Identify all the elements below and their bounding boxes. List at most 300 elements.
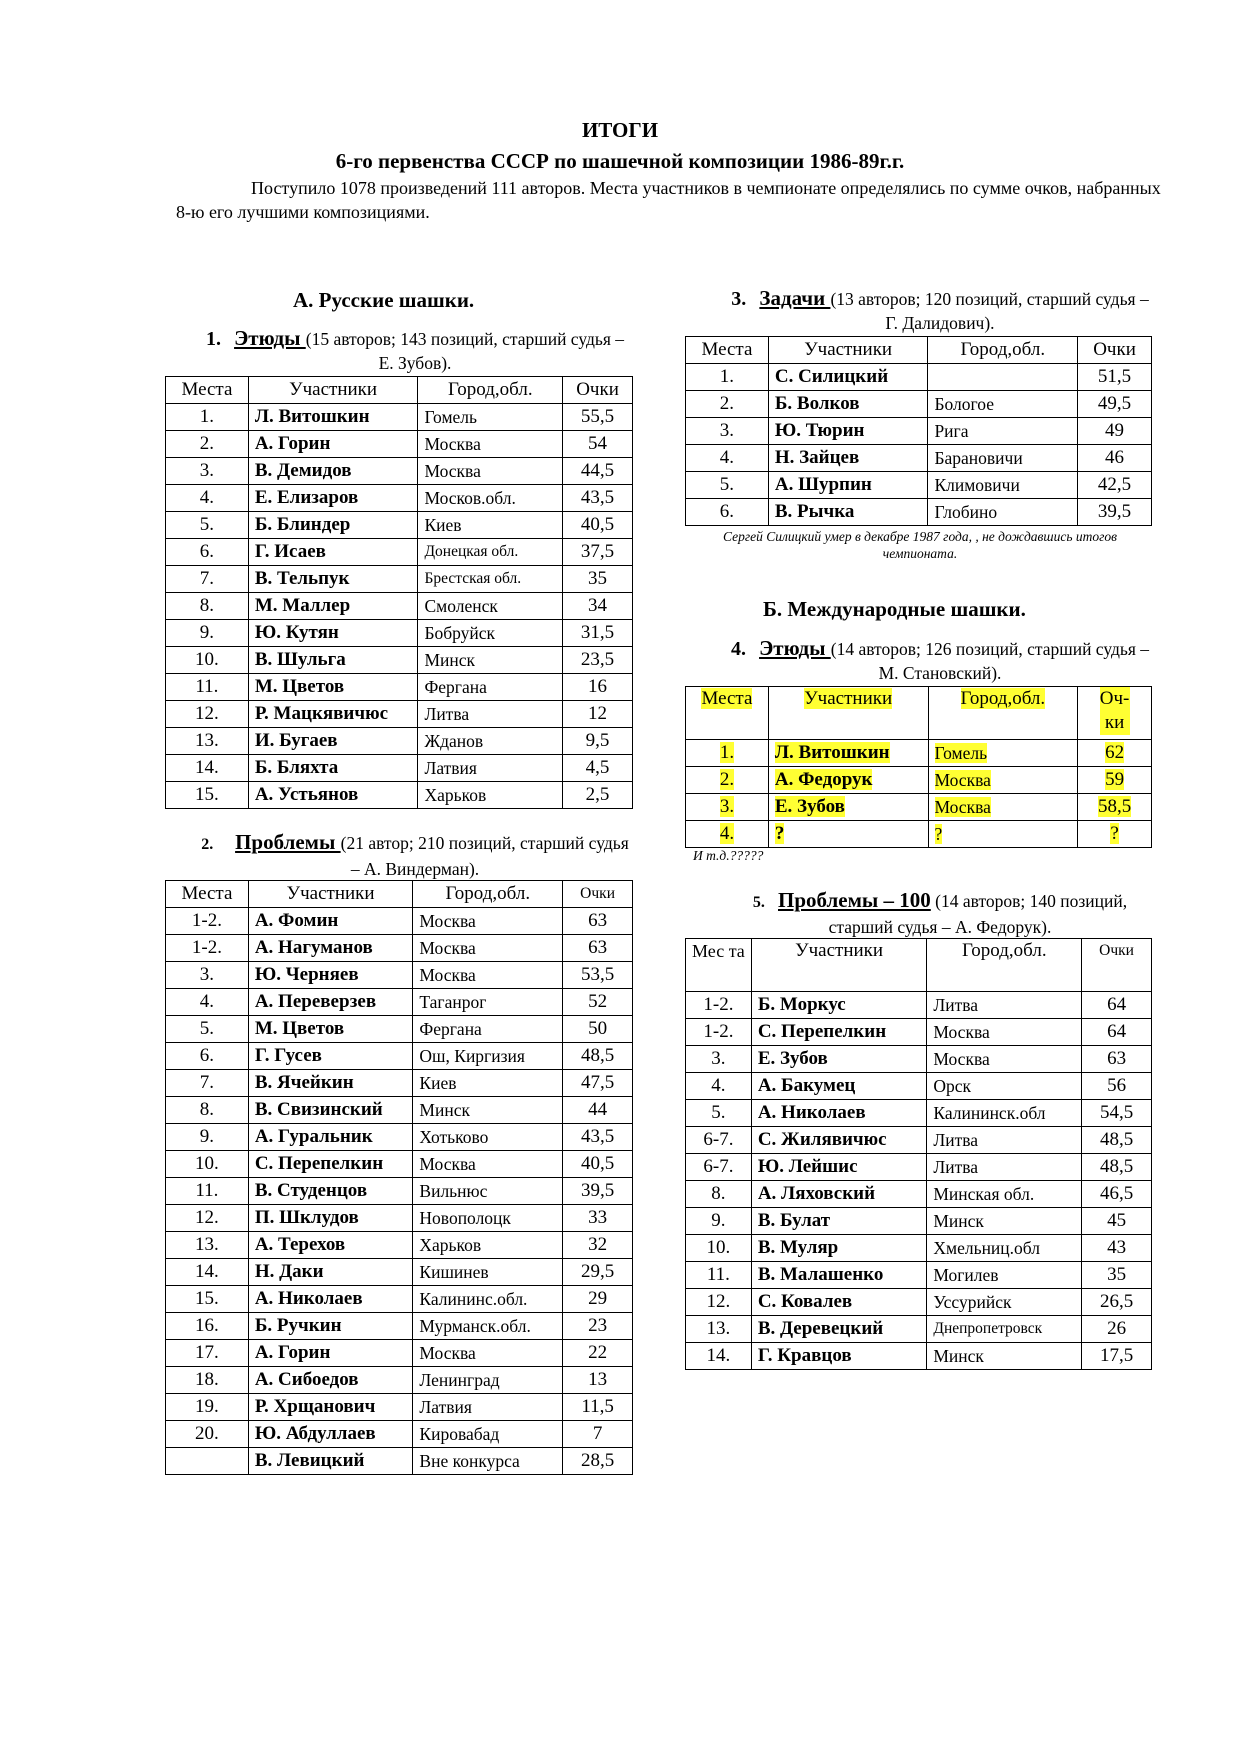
city-cell: Днепропетровск bbox=[927, 1316, 1082, 1343]
city-cell: Литва bbox=[927, 992, 1082, 1019]
score-cell: 64 bbox=[1082, 1019, 1152, 1046]
place-cell: 6. bbox=[686, 499, 769, 526]
table-row bbox=[166, 512, 633, 539]
table-row bbox=[686, 391, 1152, 418]
city-cell bbox=[928, 364, 1078, 391]
city-cell: Донецкая обл. bbox=[418, 539, 563, 566]
city-cell: Орск bbox=[927, 1073, 1082, 1100]
table-row bbox=[686, 1181, 1152, 1208]
place-cell: 17. bbox=[166, 1340, 249, 1367]
place-cell: 1-2. bbox=[166, 908, 249, 935]
player-cell: Ю. Черняев bbox=[248, 962, 413, 989]
city-cell: Москва bbox=[413, 962, 563, 989]
table-row bbox=[166, 962, 633, 989]
city-cell: Могилев bbox=[927, 1262, 1082, 1289]
city-cell: Харьков bbox=[413, 1232, 563, 1259]
score-cell bbox=[1078, 740, 1152, 767]
place-cell: 15. bbox=[166, 1286, 249, 1313]
place-cell: 14. bbox=[686, 1343, 752, 1370]
player-cell: М. Цветов bbox=[248, 674, 418, 701]
score-cell: 29 bbox=[563, 1286, 633, 1313]
place-cell: 6-7. bbox=[686, 1127, 752, 1154]
table-row bbox=[166, 1367, 633, 1394]
t1-caption bbox=[200, 326, 630, 375]
score-cell: 40,5 bbox=[563, 1151, 633, 1178]
city-cell: Минск bbox=[413, 1097, 563, 1124]
score-cell: 54 bbox=[563, 431, 633, 458]
place-cell: 13. bbox=[166, 728, 249, 755]
player-cell bbox=[768, 794, 928, 821]
table-row bbox=[166, 593, 633, 620]
t4-info: (14 авторов; 126 позиций, старший судья – М. Становский). bbox=[830, 639, 1150, 683]
table-row bbox=[166, 1340, 633, 1367]
city-cell-text: Москва bbox=[934, 797, 991, 817]
place-cell: 2. bbox=[686, 391, 769, 418]
table-row bbox=[686, 1127, 1152, 1154]
score-cell: 26,5 bbox=[1082, 1289, 1152, 1316]
table-row bbox=[686, 821, 1152, 848]
table-row bbox=[166, 674, 633, 701]
player-cell: В. Шульга bbox=[248, 647, 418, 674]
player-cell: В. Рычка bbox=[768, 499, 928, 526]
table-row bbox=[166, 458, 633, 485]
place-cell: 9. bbox=[686, 1208, 752, 1235]
table-row bbox=[686, 794, 1152, 821]
place-cell: 6. bbox=[166, 539, 249, 566]
t4-name: Этюды bbox=[759, 636, 831, 660]
score-cell-text: 59 bbox=[1105, 769, 1125, 790]
score-cell: 22 bbox=[563, 1340, 633, 1367]
player-cell: Г. Кравцов bbox=[751, 1343, 927, 1370]
place-cell: 9. bbox=[166, 1124, 249, 1151]
score-cell: 12 bbox=[563, 701, 633, 728]
score-cell: 43 bbox=[1082, 1235, 1152, 1262]
player-cell: А. Устьянов bbox=[248, 782, 418, 809]
table-row bbox=[686, 1019, 1152, 1046]
t2-name: Проблемы bbox=[235, 830, 341, 854]
table-russian-tasks bbox=[685, 336, 1152, 526]
player-cell-text: А. Федорук bbox=[774, 769, 873, 790]
place-cell: 5. bbox=[166, 512, 249, 539]
col-header-player: Участники bbox=[804, 688, 893, 709]
t2-number: 2. bbox=[201, 836, 214, 853]
col-header-score: Оч-ки bbox=[1099, 688, 1130, 733]
table-row bbox=[686, 499, 1152, 526]
city-cell: Хотьково bbox=[413, 1124, 563, 1151]
city-cell: Кировабад bbox=[413, 1421, 563, 1448]
city-cell: Ленинград bbox=[413, 1367, 563, 1394]
page-title: ИТОГИ bbox=[581, 118, 659, 142]
table-row bbox=[686, 418, 1152, 445]
player-cell: Б. Моркус bbox=[751, 992, 927, 1019]
city-cell: Литва bbox=[927, 1127, 1082, 1154]
score-cell: 63 bbox=[1082, 1046, 1152, 1073]
player-cell: В. Левицкий bbox=[248, 1448, 413, 1475]
player-cell bbox=[768, 821, 928, 848]
city-cell: Уссурийск bbox=[927, 1289, 1082, 1316]
place-cell: 4. bbox=[166, 485, 249, 512]
col-header-player: Участники bbox=[248, 377, 418, 404]
table-international-problems bbox=[685, 938, 1152, 1370]
city-cell: Литва bbox=[418, 701, 563, 728]
place-cell: 3. bbox=[166, 458, 249, 485]
city-cell: Латвия bbox=[413, 1394, 563, 1421]
t5-name: Проблемы – 100 bbox=[778, 888, 931, 912]
player-cell: Ю. Абдуллаев bbox=[248, 1421, 413, 1448]
place-cell bbox=[166, 1448, 249, 1475]
t5-info: (14 авторов; 140 позиций, старший судья – А. Федорук). bbox=[828, 891, 1128, 937]
place-cell bbox=[686, 740, 769, 767]
city-cell-text: Москва bbox=[934, 770, 991, 790]
table-row bbox=[686, 1154, 1152, 1181]
player-cell: Р. Хрщанович bbox=[248, 1394, 413, 1421]
city-cell: Смоленск bbox=[418, 593, 563, 620]
city-cell: Москва bbox=[413, 1151, 563, 1178]
score-cell: 11,5 bbox=[563, 1394, 633, 1421]
player-cell: А. Шурпин bbox=[768, 472, 928, 499]
player-cell: М. Маллер bbox=[248, 593, 418, 620]
score-cell: 40,5 bbox=[563, 512, 633, 539]
city-cell: Минск bbox=[927, 1208, 1082, 1235]
score-cell: 33 bbox=[563, 1205, 633, 1232]
city-cell: Бобруйск bbox=[418, 620, 563, 647]
score-cell: 28,5 bbox=[563, 1448, 633, 1475]
table-row bbox=[686, 767, 1152, 794]
player-cell: А. Нагуманов bbox=[248, 935, 413, 962]
score-cell: 37,5 bbox=[563, 539, 633, 566]
place-cell: 6. bbox=[166, 1043, 249, 1070]
player-cell-text: ? bbox=[774, 823, 785, 844]
table-row bbox=[166, 485, 633, 512]
player-cell: А. Переверзев bbox=[248, 989, 413, 1016]
city-cell: Таганрог bbox=[413, 989, 563, 1016]
place-cell: 4. bbox=[686, 1073, 752, 1100]
table-row bbox=[686, 1046, 1152, 1073]
city-cell: Москов.обл. bbox=[418, 485, 563, 512]
score-cell: 48,5 bbox=[1082, 1127, 1152, 1154]
score-cell: 34 bbox=[563, 593, 633, 620]
table-row bbox=[686, 1235, 1152, 1262]
section-b-heading: Б. Международные шашки. bbox=[763, 597, 1026, 621]
table-row bbox=[166, 1286, 633, 1313]
place-cell: 8. bbox=[166, 1097, 249, 1124]
player-cell bbox=[768, 740, 928, 767]
score-cell-text: 62 bbox=[1105, 742, 1125, 763]
table-row bbox=[166, 1178, 633, 1205]
city-cell: Минская обл. bbox=[927, 1181, 1082, 1208]
city-cell: Вильнюс bbox=[413, 1178, 563, 1205]
col-header-player: Участники bbox=[768, 337, 928, 364]
player-cell: С. Силицкий bbox=[768, 364, 928, 391]
table-row bbox=[166, 566, 633, 593]
score-cell: 46 bbox=[1078, 445, 1152, 472]
t3-info: (13 авторов; 120 позиций, старший судья – Г. Далидович). bbox=[830, 289, 1149, 333]
player-cell: В. Ячейкин bbox=[248, 1070, 413, 1097]
city-cell: Новополоцк bbox=[413, 1205, 563, 1232]
score-cell: 52 bbox=[563, 989, 633, 1016]
player-cell: С. Перепелкин bbox=[248, 1151, 413, 1178]
player-cell-text: Е. Зубов bbox=[774, 796, 845, 817]
place-cell: 13. bbox=[166, 1232, 249, 1259]
player-cell: В. Тельпук bbox=[248, 566, 418, 593]
score-cell-text: ? bbox=[1110, 823, 1119, 844]
col-header-city: Город,обл. bbox=[418, 377, 563, 404]
place-cell-text: 2. bbox=[719, 769, 735, 790]
score-cell: 48,5 bbox=[563, 1043, 633, 1070]
place-cell bbox=[686, 767, 769, 794]
city-cell: Бологое bbox=[928, 391, 1078, 418]
player-cell: Г. Исаев bbox=[248, 539, 418, 566]
col-header-place: Мес та bbox=[686, 939, 752, 992]
table-row bbox=[686, 740, 1152, 767]
place-cell: 20. bbox=[166, 1421, 249, 1448]
city-cell: Калининс.обл. bbox=[413, 1286, 563, 1313]
score-cell: 4,5 bbox=[563, 755, 633, 782]
city-cell: Харьков bbox=[418, 782, 563, 809]
col-header-city: Город,обл. bbox=[928, 337, 1078, 364]
table-row bbox=[166, 1394, 633, 1421]
city-cell: Латвия bbox=[418, 755, 563, 782]
player-cell: В. Студенцов bbox=[248, 1178, 413, 1205]
col-header-player: Участники bbox=[248, 881, 413, 908]
city-cell-text: Гомель bbox=[934, 743, 988, 763]
col-header-player: Участники bbox=[751, 939, 927, 992]
t1-name: Этюды bbox=[234, 326, 306, 350]
table-row bbox=[686, 364, 1152, 391]
place-cell: 1-2. bbox=[166, 935, 249, 962]
col-header-city: Город,обл. bbox=[413, 881, 563, 908]
place-cell: 15. bbox=[166, 782, 249, 809]
place-cell: 5. bbox=[686, 1100, 752, 1127]
score-cell: 54,5 bbox=[1082, 1100, 1152, 1127]
city-cell: Кишинев bbox=[413, 1259, 563, 1286]
place-cell: 14. bbox=[166, 1259, 249, 1286]
player-cell: В. Демидов bbox=[248, 458, 418, 485]
t1-number: 1. bbox=[205, 328, 221, 350]
player-cell: А. Гуральник bbox=[248, 1124, 413, 1151]
place-cell: 7. bbox=[166, 1070, 249, 1097]
city-cell: Минск bbox=[418, 647, 563, 674]
player-cell: Г. Гусев bbox=[248, 1043, 413, 1070]
player-cell: Ю. Тюрин bbox=[768, 418, 928, 445]
score-cell: 55,5 bbox=[563, 404, 633, 431]
city-cell: Ош, Киргизия bbox=[413, 1043, 563, 1070]
city-cell: Москва bbox=[927, 1046, 1082, 1073]
table-russian-problems bbox=[165, 880, 633, 1475]
place-cell-text: 1. bbox=[719, 742, 735, 763]
place-cell: 1-2. bbox=[686, 1019, 752, 1046]
col-header-score: Очки bbox=[1078, 337, 1152, 364]
player-cell: А. Терехов bbox=[248, 1232, 413, 1259]
place-cell: 6-7. bbox=[686, 1154, 752, 1181]
player-cell: Н. Даки bbox=[248, 1259, 413, 1286]
score-cell: 42,5 bbox=[1078, 472, 1152, 499]
player-cell: В. Свизинский bbox=[248, 1097, 413, 1124]
score-cell bbox=[1078, 767, 1152, 794]
score-cell: 44 bbox=[563, 1097, 633, 1124]
player-cell: В. Малашенко bbox=[751, 1262, 927, 1289]
player-cell: Б. Бляхта bbox=[248, 755, 418, 782]
table-row bbox=[166, 1097, 633, 1124]
table-row bbox=[166, 404, 633, 431]
city-cell: Киев bbox=[418, 512, 563, 539]
place-cell: 12. bbox=[166, 701, 249, 728]
table-row bbox=[166, 728, 633, 755]
t2-caption bbox=[200, 830, 630, 881]
table-row bbox=[686, 1316, 1152, 1343]
place-cell: 1. bbox=[166, 404, 249, 431]
place-cell: 10. bbox=[166, 1151, 249, 1178]
place-cell: 5. bbox=[686, 472, 769, 499]
table-row bbox=[166, 647, 633, 674]
table-row bbox=[166, 908, 633, 935]
player-cell: В. Муляр bbox=[751, 1235, 927, 1262]
table-russian-etudes bbox=[165, 376, 633, 809]
city-cell: Москва bbox=[418, 458, 563, 485]
place-cell: 7. bbox=[166, 566, 249, 593]
table-row bbox=[166, 1043, 633, 1070]
player-cell: В. Деревецкий bbox=[751, 1316, 927, 1343]
place-cell: 19. bbox=[166, 1394, 249, 1421]
city-cell: Климовичи bbox=[928, 472, 1078, 499]
score-cell: 35 bbox=[563, 566, 633, 593]
t4-caption bbox=[730, 636, 1150, 685]
place-cell: 8. bbox=[166, 593, 249, 620]
score-cell: 46,5 bbox=[1082, 1181, 1152, 1208]
table-row bbox=[166, 1448, 633, 1475]
city-cell: Барановичи bbox=[928, 445, 1078, 472]
player-cell: Е. Елизаров bbox=[248, 485, 418, 512]
score-cell: 63 bbox=[563, 908, 633, 935]
score-cell: 35 bbox=[1082, 1262, 1152, 1289]
col-header-place: Места bbox=[701, 688, 753, 709]
place-cell: 3. bbox=[686, 418, 769, 445]
table-row bbox=[166, 1232, 633, 1259]
player-cell: Ю. Лейшис bbox=[751, 1154, 927, 1181]
score-cell: 17,5 bbox=[1082, 1343, 1152, 1370]
score-cell: 32 bbox=[563, 1232, 633, 1259]
place-cell: 10. bbox=[686, 1235, 752, 1262]
table-row bbox=[166, 701, 633, 728]
city-cell: Москва bbox=[418, 431, 563, 458]
place-cell: 11. bbox=[686, 1262, 752, 1289]
t5-number: 5. bbox=[752, 894, 765, 911]
player-cell: А. Горин bbox=[248, 1340, 413, 1367]
table-row bbox=[686, 992, 1152, 1019]
place-cell: 1-2. bbox=[686, 992, 752, 1019]
place-cell: 14. bbox=[166, 755, 249, 782]
col-header-city: Город,обл. bbox=[960, 688, 1046, 709]
score-cell: 64 bbox=[1082, 992, 1152, 1019]
place-cell: 16. bbox=[166, 1313, 249, 1340]
t4-number: 4. bbox=[730, 638, 746, 660]
score-cell: 39,5 bbox=[563, 1178, 633, 1205]
score-cell: 23 bbox=[563, 1313, 633, 1340]
place-cell: 8. bbox=[686, 1181, 752, 1208]
table-row bbox=[166, 1205, 633, 1232]
city-cell: Калининск.обл bbox=[927, 1100, 1082, 1127]
score-cell: 48,5 bbox=[1082, 1154, 1152, 1181]
place-cell: 4. bbox=[686, 445, 769, 472]
score-cell: 51,5 bbox=[1078, 364, 1152, 391]
table-row bbox=[686, 1073, 1152, 1100]
player-cell: Б. Волков bbox=[768, 391, 928, 418]
city-cell: Хмельниц.обл bbox=[927, 1235, 1082, 1262]
t3-caption bbox=[730, 286, 1150, 335]
table-row bbox=[166, 1070, 633, 1097]
player-cell-text: Л. Витошкин bbox=[774, 742, 890, 763]
table-row bbox=[166, 989, 633, 1016]
table-row bbox=[166, 1016, 633, 1043]
city-cell-text: ? bbox=[934, 824, 943, 844]
table-row bbox=[686, 1208, 1152, 1235]
intro-text: Поступило 1078 произведений 111 авторов. Места участников в чемпионате определялись по сумме очков, набранных 8-ю его лучшими композициями. bbox=[176, 178, 1161, 222]
t1-info: (15 авторов; 143 позиций, старший судья – Е. Зубов). bbox=[305, 329, 625, 373]
t3-name: Задачи bbox=[759, 286, 831, 310]
player-cell: С. Перепелкин bbox=[751, 1019, 927, 1046]
col-header-place: Места bbox=[166, 881, 249, 908]
player-cell: А. Николаев bbox=[751, 1100, 927, 1127]
score-cell: 23,5 bbox=[563, 647, 633, 674]
player-cell: Р. Мацкявичюс bbox=[248, 701, 418, 728]
city-cell: Москва bbox=[413, 1340, 563, 1367]
city-cell: Литва bbox=[927, 1154, 1082, 1181]
score-cell-text: 58,5 bbox=[1097, 796, 1132, 817]
col-header-score: Очки bbox=[563, 881, 633, 908]
place-cell-text: 4. bbox=[719, 823, 735, 844]
score-cell: 49 bbox=[1078, 418, 1152, 445]
city-cell: Жданов bbox=[418, 728, 563, 755]
player-cell: Ю. Кутян bbox=[248, 620, 418, 647]
table-row bbox=[686, 1262, 1152, 1289]
score-cell: 47,5 bbox=[563, 1070, 633, 1097]
player-cell: А. Фомин bbox=[248, 908, 413, 935]
city-cell: Москва bbox=[927, 1019, 1082, 1046]
table-row bbox=[166, 755, 633, 782]
player-cell bbox=[768, 767, 928, 794]
player-cell: Б. Ручкин bbox=[248, 1313, 413, 1340]
place-cell: 13. bbox=[686, 1316, 752, 1343]
player-cell: М. Цветов bbox=[248, 1016, 413, 1043]
player-cell: П. Шклудов bbox=[248, 1205, 413, 1232]
score-cell: 63 bbox=[563, 935, 633, 962]
score-cell: 26 bbox=[1082, 1316, 1152, 1343]
player-cell: А. Ляховский bbox=[751, 1181, 927, 1208]
place-cell: 18. bbox=[166, 1367, 249, 1394]
player-cell: И. Бугаев bbox=[248, 728, 418, 755]
place-cell: 4. bbox=[166, 989, 249, 1016]
score-cell: 31,5 bbox=[563, 620, 633, 647]
player-cell: В. Булат bbox=[751, 1208, 927, 1235]
place-cell: 3. bbox=[166, 962, 249, 989]
t5-caption bbox=[730, 888, 1150, 939]
city-cell: Киев bbox=[413, 1070, 563, 1097]
player-cell: А. Бакумец bbox=[751, 1073, 927, 1100]
col-header-score: Очки bbox=[563, 377, 633, 404]
city-cell bbox=[928, 740, 1078, 767]
score-cell: 29,5 bbox=[563, 1259, 633, 1286]
score-cell: 50 bbox=[563, 1016, 633, 1043]
score-cell: 13 bbox=[563, 1367, 633, 1394]
score-cell: 39,5 bbox=[1078, 499, 1152, 526]
place-cell: 2. bbox=[166, 431, 249, 458]
player-cell: Е. Зубов bbox=[751, 1046, 927, 1073]
score-cell: 43,5 bbox=[563, 1124, 633, 1151]
city-cell: Фергана bbox=[418, 674, 563, 701]
section-a-heading: А. Русские шашки. bbox=[293, 288, 475, 312]
t3-note: Сергей Силицкий умер в декабре 1987 года, , не дождавшись итогов чемпионата. bbox=[723, 529, 1117, 561]
place-cell bbox=[686, 794, 769, 821]
